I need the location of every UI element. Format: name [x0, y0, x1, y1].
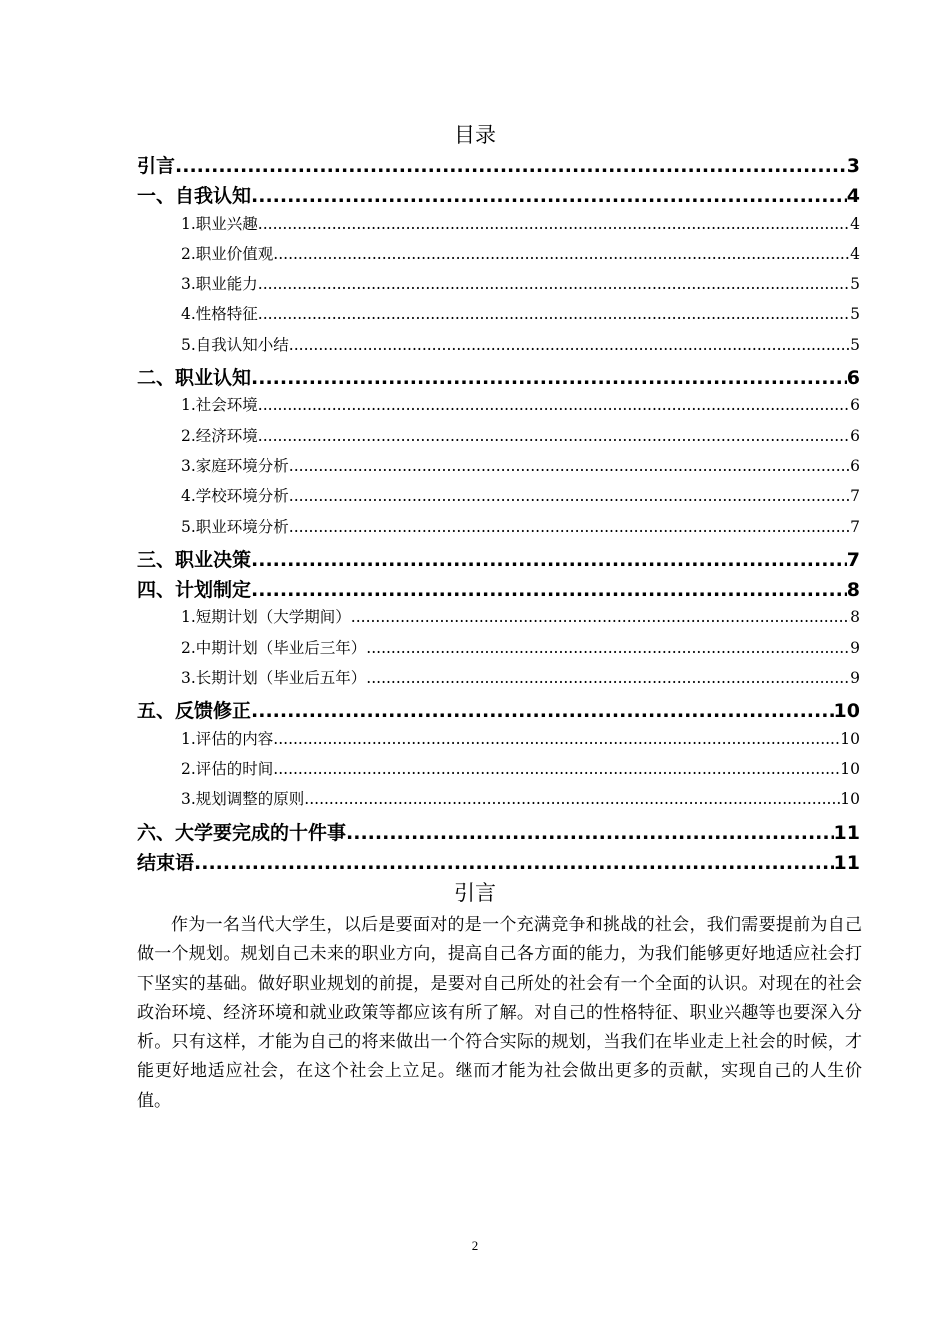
toc-entry[interactable]: [137, 757, 860, 787]
toc-entry-page: 8: [846, 579, 860, 602]
toc-entry-page: 4: [850, 244, 860, 263]
toc-entry-page: 3: [846, 155, 860, 177]
toc-entry-text: 4.学校环境分析: [181, 487, 289, 506]
toc-dot-leader: [251, 579, 847, 601]
page-number: 2: [471, 1238, 479, 1253]
toc-entry[interactable]: [137, 484, 860, 514]
toc-entry[interactable]: [137, 242, 860, 272]
toc-entry[interactable]: [137, 575, 860, 605]
intro-paragraph: 作为一名当代大学生，以后是要面对的是一个充满竞争和挑战的社会，我们需要提前为自己做一个规划。规划自己未来的职业方向，提高自己各方面的能力，为我们能够更好地适应社会打下坚实的基础。做好职业规划的前提，是要对自己所处的社会有一个全面的认识。对现在的社会政治环境、经济环境和就业政策等都应该有所了解。对自己的性格特征、职业兴趣等也要深入分析。只有这样，才能为自己的将来做出一个符合实际的规划，当我们在毕业走上社会的时候，才能更好地适应社会，在这个社会上立足。继而才能为社会做出更多的贡献，实现自己的人生价值。: [137, 915, 862, 1111]
toc-entry[interactable]: [137, 363, 860, 393]
table-of-contents: [137, 151, 860, 878]
toc-entry[interactable]: [137, 727, 860, 757]
toc-entry[interactable]: [137, 515, 860, 545]
toc-dot-leader: [258, 396, 850, 414]
toc-entry-page: 4: [846, 185, 860, 208]
toc-entry[interactable]: [137, 666, 860, 696]
toc-entry-page: 10: [840, 729, 860, 748]
toc-entry-page: 9: [850, 638, 860, 657]
toc-entry-text: 3.长期计划（毕业后五年）: [181, 669, 367, 688]
toc-entry-page: 10: [833, 700, 860, 723]
toc-dot-leader: [258, 305, 850, 323]
toc-entry-text: 三、职业决策: [137, 548, 252, 571]
toc-dot-leader: [289, 336, 850, 354]
toc-entry-text: 5.职业环境分析: [181, 517, 289, 536]
toc-entry-page: 4: [850, 214, 860, 233]
toc-dot-leader: [366, 639, 850, 657]
toc-entry[interactable]: [137, 787, 860, 817]
toc-entry-text: 2.评估的时间: [181, 759, 274, 778]
toc-dot-leader: [251, 367, 847, 389]
toc-dot-leader: [251, 185, 847, 207]
toc-entry-text: 3.规划调整的原则: [181, 790, 305, 809]
toc-entry-page: 11: [833, 821, 860, 844]
toc-entry[interactable]: [137, 545, 860, 575]
toc-entry[interactable]: [137, 818, 860, 848]
toc-entry-text: 二、职业认知: [137, 367, 252, 390]
toc-entry[interactable]: [137, 393, 860, 423]
toc-entry-page: 6: [850, 396, 860, 415]
toc-dot-leader: [273, 760, 840, 778]
toc-entry-text: 1.社会环境: [181, 396, 258, 415]
toc-entry-text: 2.经济环境: [181, 426, 258, 445]
toc-entry-page: 8: [850, 608, 860, 627]
toc-dot-leader: [258, 215, 850, 233]
toc-dot-leader: [194, 852, 834, 874]
toc-entry-text: 1.评估的内容: [181, 729, 274, 748]
toc-entry[interactable]: [137, 302, 860, 332]
toc-entry-text: 2.中期计划（毕业后三年）: [181, 638, 367, 657]
toc-entry-text: 四、计划制定: [137, 579, 252, 602]
toc-entry-page: 6: [850, 456, 860, 475]
toc-entry-text: 五、反馈修正: [137, 700, 252, 723]
toc-entry-page: 11: [833, 851, 860, 874]
toc-entry[interactable]: [137, 333, 860, 363]
toc-entry-text: 六、大学要完成的十件事: [137, 821, 347, 844]
toc-entry-text: 结束语: [137, 851, 195, 874]
toc-entry-page: 7: [850, 487, 860, 506]
toc-entry-page: 10: [840, 790, 860, 809]
toc-entry-page: 7: [850, 517, 860, 536]
toc-entry[interactable]: [137, 605, 860, 635]
toc-entry-text: 1.短期计划（大学期间）: [181, 608, 351, 627]
toc-dot-leader: [251, 549, 847, 571]
toc-entry-text: 引言: [137, 155, 176, 177]
toc-entry-page: 5: [850, 335, 860, 354]
toc-entry-page: 7: [846, 548, 860, 571]
toc-entry-page: 6: [846, 367, 860, 390]
toc-dot-leader: [258, 427, 850, 445]
toc-dot-leader: [351, 608, 850, 626]
toc-entry-text: 4.性格特征: [181, 305, 258, 324]
toc-entry-page: 6: [850, 426, 860, 445]
toc-dot-leader: [289, 457, 850, 475]
intro-title: 引言: [454, 881, 496, 905]
toc-dot-leader: [175, 155, 847, 177]
toc-dot-leader: [289, 487, 850, 505]
toc-dot-leader: [273, 730, 840, 748]
toc-entry[interactable]: [137, 151, 860, 181]
toc-entry[interactable]: [137, 272, 860, 302]
toc-entry-text: 1.职业兴趣: [181, 214, 258, 233]
toc-entry-page: 5: [850, 275, 860, 294]
toc-dot-leader: [258, 275, 850, 293]
toc-entry[interactable]: [137, 181, 860, 211]
toc-entry-page: 5: [850, 305, 860, 324]
toc-dot-leader: [346, 822, 834, 844]
toc-entry[interactable]: [137, 454, 860, 484]
toc-entry-text: 2.职业价值观: [181, 244, 274, 263]
toc-entry[interactable]: [137, 696, 860, 726]
toc-title: 目录: [454, 123, 496, 147]
toc-dot-leader: [304, 790, 840, 808]
toc-entry[interactable]: [137, 424, 860, 454]
toc-entry-text: 3.职业能力: [181, 275, 258, 294]
toc-entry[interactable]: [137, 636, 860, 666]
toc-entry-text: 5.自我认知小结: [181, 335, 289, 354]
toc-entry[interactable]: [137, 212, 860, 242]
toc-dot-leader: [366, 669, 850, 687]
toc-entry-text: 3.家庭环境分析: [181, 456, 289, 475]
toc-dot-leader: [251, 700, 834, 722]
toc-dot-leader: [289, 518, 850, 536]
toc-entry-page: 9: [850, 669, 860, 688]
toc-entry-text: 一、自我认知: [137, 185, 252, 208]
toc-dot-leader: [273, 245, 850, 263]
toc-entry[interactable]: [137, 848, 860, 878]
toc-entry-page: 10: [840, 759, 860, 778]
